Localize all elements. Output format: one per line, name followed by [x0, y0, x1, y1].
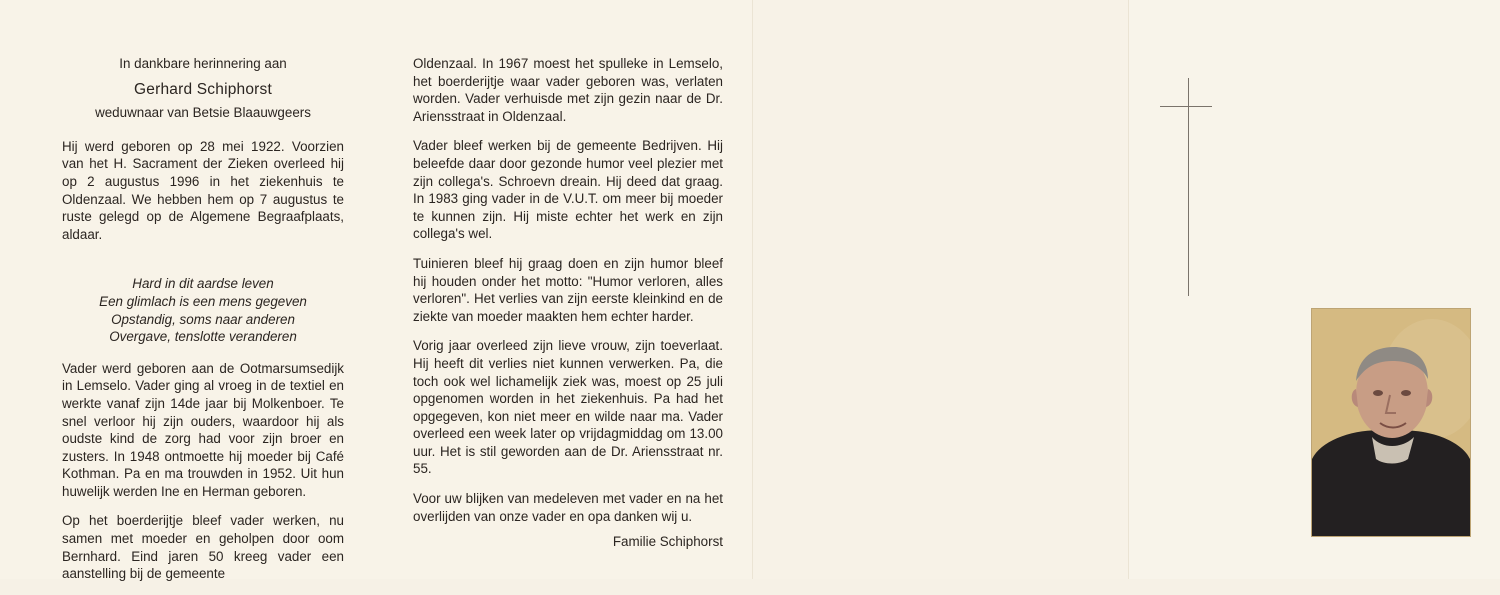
life-paragraph: Vorig jaar overleed zijn lieve vrouw, zijn toeverlaat. Hij heeft dit verlies niet kunnen verwerken. Pa, die toch ook wel lichamelijk ziek was, moest op 25 juli opgenomen worden in het ziekenhuis. Pa had het opgegeven, kon niet meer en wilde naar ma. Vader overleed een week later op vrijdagmiddag om 13.00 uur. Het is stil geworden aan de Dr. Ariensstraat nr. 55.	[413, 338, 723, 477]
family-signature: Familie Schiphorst	[612, 534, 723, 550]
cross-icon-bar	[1160, 106, 1212, 107]
thanks-paragraph: Voor uw blijken van medeleven met vader en na het overlijden van onze vader en opa danken wij u.	[413, 491, 723, 524]
life-paragraph: Vader werd geboren aan de Ootmarsumsedijk in Lemselo. Vader ging al vroeg in de textiel en werkte vanaf zijn 14de jaar bij Molkenboer. Te snel verloor hij zijn ouders, waardoor hij als oudste kind de zorg had voor zijn broer en zusters. In 1948 ontmoette hij moeder bij Café Kothman. Pa en ma trouwden in 1952. Uit hun huwelijk werden Ine en Herman geboren.	[62, 360, 344, 499]
widower-line: weduwnaar van Betsie Blaauwgeers	[95, 105, 311, 121]
life-paragraph: Oldenzaal. In 1967 moest het spulleke in Lemselo, het boerderijtje waar vader geboren was, verlaten worden. Vader verhuisde met zijn gezin naar de Dr. Ariensstraat in Oldenzaal.	[413, 56, 723, 124]
bio-paragraph: Hij werd geboren op 28 mei 1922. Voorzien van het H. Sacrament der Zieken overleed hij op 2 augustus 1996 in het ziekenhuis te Oldenzaal. We hebben hem op 7 augustus te ruste gelegd op de Algemene Begraafplaats, aldaar.	[62, 138, 344, 242]
poem-line: Een glimlach is een mens gegeven	[99, 293, 307, 309]
right-text-column	[413, 55, 723, 564]
poem-line: Hard in dit aardse leven	[132, 276, 274, 292]
poem-line: Overgave, tenslotte veranderen	[109, 329, 297, 345]
left-text-column	[62, 55, 344, 595]
poem-line: Opstandig, soms naar anderen	[111, 311, 295, 327]
deceased-name: Gerhard Schiphorst	[134, 80, 272, 98]
intro-line: In dankbare herinnering aan	[119, 56, 287, 71]
cross-icon	[1188, 78, 1189, 296]
life-paragraph: Op het boerderijtje bleef vader werken, nu samen met moeder en geholpen door oom Bernhard. Eind jaren 50 kreeg vader een aanstelling bij de gemeente	[62, 513, 344, 582]
life-paragraph: Tuinieren bleef hij graag doen en zijn humor bleef hij houden onder het motto: "Humor verloren, alles verloren". Het verlies van zijn eerste kleinkind en de ziekte van moeder maakten hem echter harder.	[413, 255, 723, 324]
poem	[62, 275, 344, 345]
portrait-photo-figure	[1312, 309, 1470, 536]
blank-panel	[752, 0, 1129, 579]
life-paragraph: Vader bleef werken bij de gemeente Bedrijven. Hij beleefde daar door gezonde humor veel plezier met zijn collega's. Schroevn dreain. Hij deed dat graag. In 1983 ging vader in de V.U.T. om meer bij moeder te kunnen zijn. Hij miste echter het werk en zijn collega's wel.	[413, 138, 723, 242]
portrait-photo	[1311, 308, 1471, 537]
